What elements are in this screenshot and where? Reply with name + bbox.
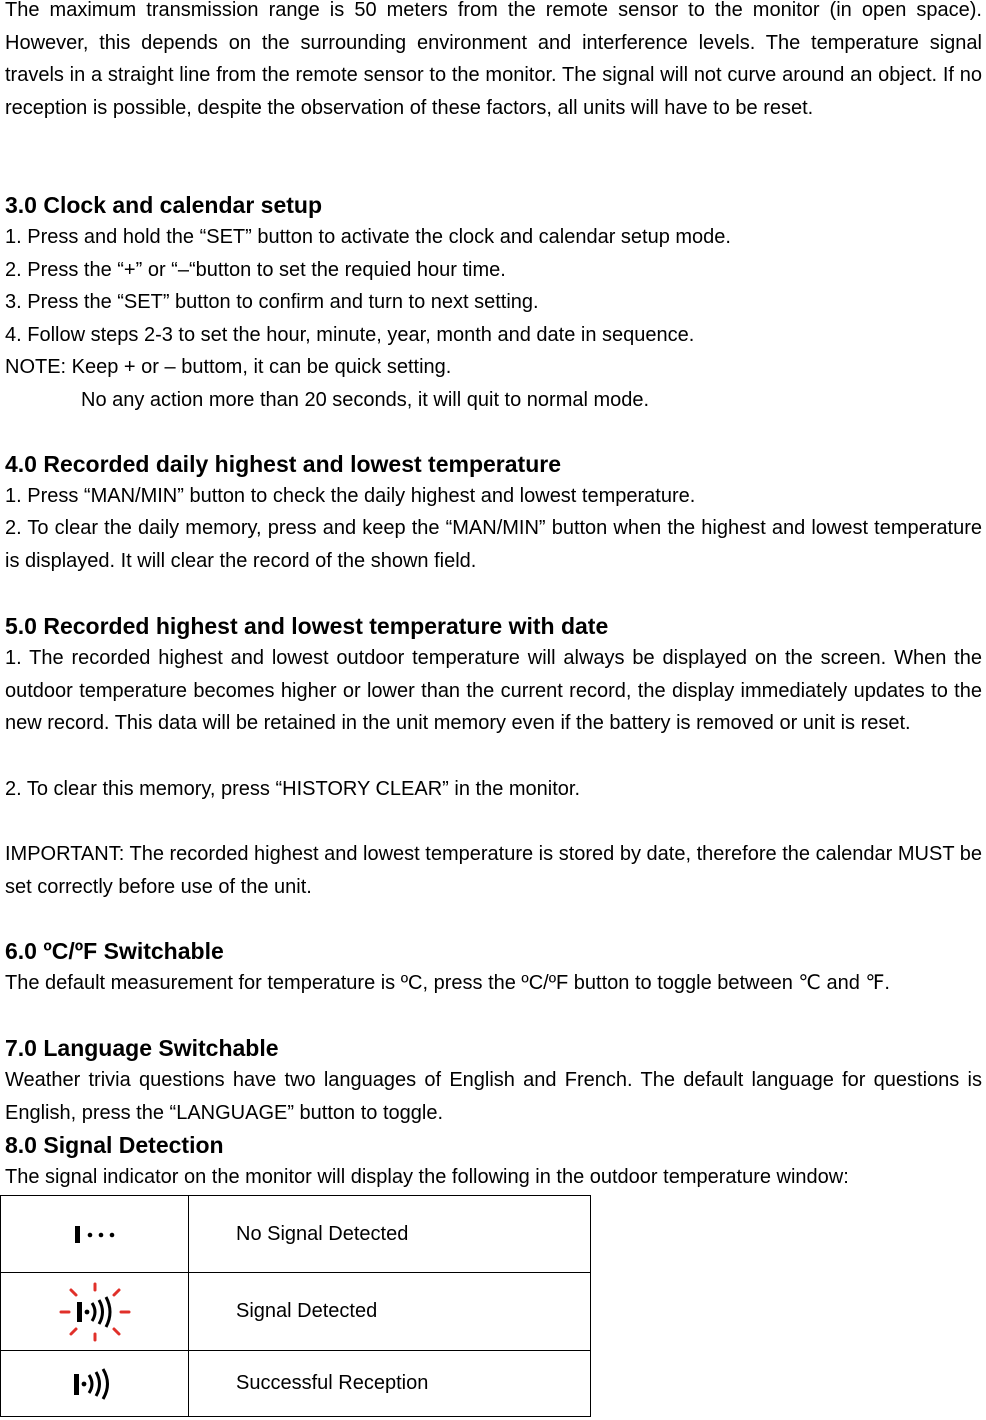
section-5-heading: 5.0 Recorded highest and lowest temperature with date [5, 613, 609, 639]
section-7-text: Weather trivia questions have two languages of English and French. The default language for questions is English, press the “LANGUAGE” button to toggle. [5, 1069, 982, 1124]
icon-cell [1, 1196, 189, 1273]
signal-label: No Signal Detected [189, 1196, 591, 1273]
icon-cell [1, 1351, 189, 1417]
signal-detected-icon [59, 1282, 131, 1342]
section-3-note: NOTE: Keep + or – buttom, it can be quick setting. [5, 356, 452, 379]
section-4-heading: 4.0 Recorded daily highest and lowest temperature [5, 451, 561, 477]
section-5-step-1: 1. The recorded highest and lowest outdoor temperature will always be displayed on the screen. When the outdoor temperature becomes higher or lower than the current record, the display immediately updates to the new record. This data will be retained in the unit memory even if the battery is removed or unit is reset. [5, 647, 982, 735]
table-row [1, 1273, 591, 1351]
signal-label: Successful Reception [189, 1351, 591, 1417]
section-3-step: 1. Press and hold the “SET” button to activate the clock and calendar setup mode. [5, 226, 731, 248]
section-8-heading: 8.0 Signal Detection [5, 1132, 224, 1158]
section-3-step: 4. Follow steps 2-3 to set the hour, minute, year, month and date in sequence. [5, 323, 695, 346]
section-6-text: The default measurement for temperature is ºC, press the ºC/ºF button to toggle between ℃ and ℉. [5, 972, 890, 994]
section-8-text: The signal indicator on the monitor will display the following in the outdoor temperature window: [5, 1166, 849, 1188]
section-3-steps [5, 221, 982, 417]
table-row [1, 1351, 591, 1417]
section-3-heading: 3.0 Clock and calendar setup [5, 192, 323, 218]
icon-cell [1, 1273, 189, 1351]
successful-reception-icon [72, 1367, 118, 1401]
intro-paragraph: The maximum transmission range is 50 meters from the remote sensor to the monitor (in open space). However, this depends on the surrounding environment and interference levels. The temperature signal travels in a straight line from the remote sensor to the monitor. The signal will not curve around an object. If no reception is possible, despite the observation of these factors, all units will have to be reset. [5, 0, 982, 119]
no-signal-icon [73, 1223, 117, 1245]
section-3-note-indented: No any action more than 20 seconds, it will quit to normal mode. [81, 388, 650, 411]
section-4-step-1: 1. Press “MAN/MIN” button to check the daily highest and lowest temperature. [5, 485, 696, 507]
section-3-step: 3. Press the “SET” button to confirm and turn to next setting. [5, 291, 539, 314]
section-5-important: IMPORTANT: The recorded highest and lowest temperature is stored by date, therefore the calendar MUST be set correctly before use of the unit. [5, 843, 982, 898]
section-3-step: 2. Press the “+” or “–“button to set the requied hour time. [5, 258, 506, 281]
signal-label: Signal Detected [189, 1273, 591, 1351]
signal-indicator-table [0, 1195, 591, 1417]
table-row [1, 1196, 591, 1273]
section-5-step-2: 2. To clear this memory, press “HISTORY CLEAR” in the monitor. [5, 778, 581, 800]
section-7-heading: 7.0 Language Switchable [5, 1035, 279, 1061]
section-6-heading: 6.0 ºC/ºF Switchable [5, 938, 224, 964]
section-4-step-2: 2. To clear the daily memory, press and keep the “MAN/MIN” button when the highest and lowest temperature is displayed. It will clear the record of the shown field. [5, 517, 982, 572]
